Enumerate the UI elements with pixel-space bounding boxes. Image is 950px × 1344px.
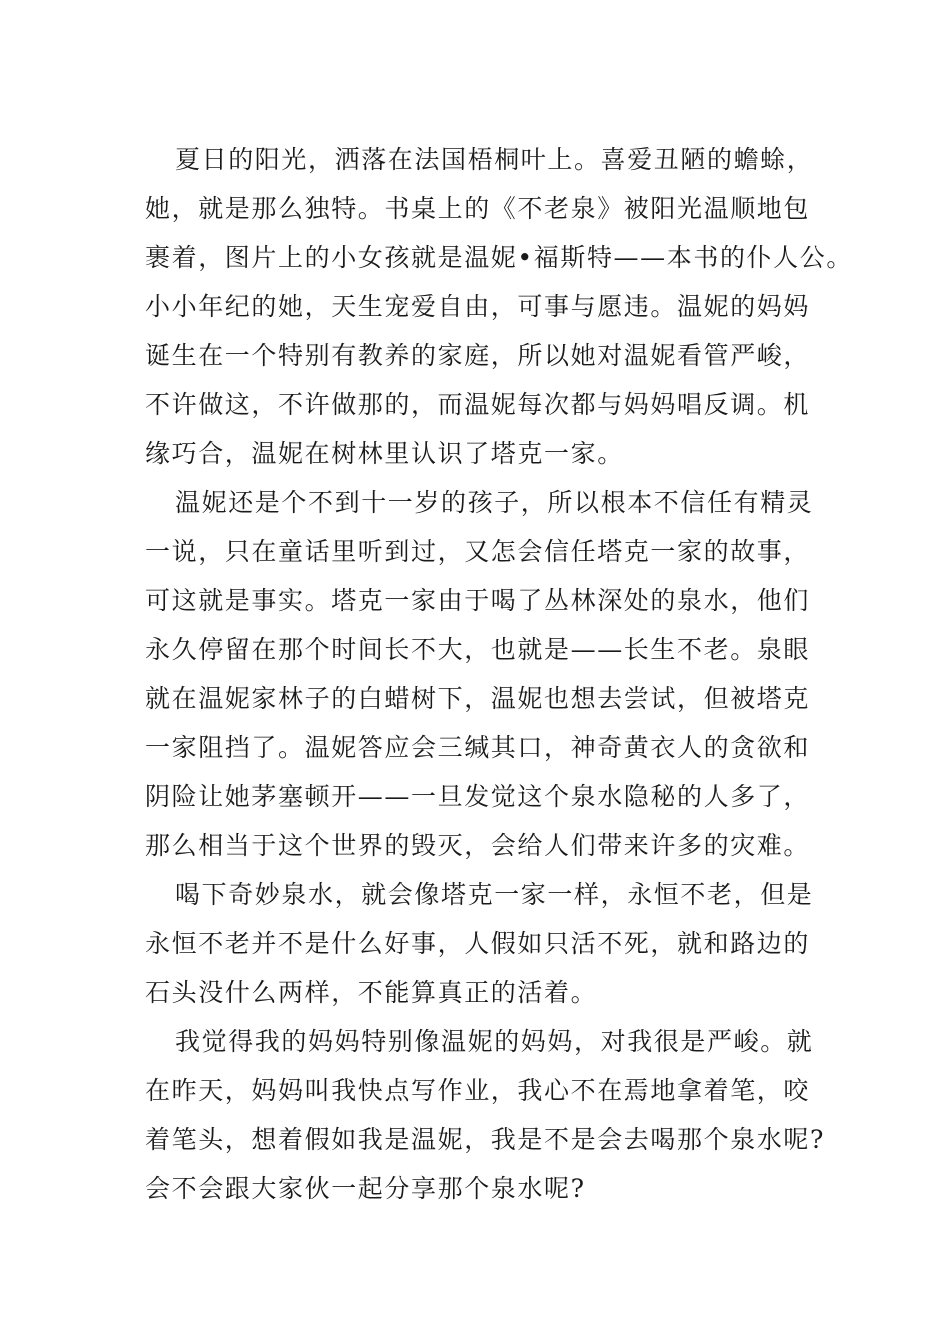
paragraph-line: 可这就是事实。塔克一家由于喝了丛林深处的泉水，他们 (145, 586, 811, 615)
paragraph-line: 她，就是那么独特。书桌上的《不老泉》被阳光温顺地包 (145, 194, 811, 223)
document-body (145, 135, 853, 1213)
paragraph-line: 阴险让她茅塞顿开——一旦发觉这个泉水隐秘的人多了， (145, 782, 811, 811)
paragraph-line: 一说，只在童话里听到过，又怎会信任塔克一家的故事， (145, 537, 811, 566)
paragraph-line: 会不会跟大家伙一起分享那个泉水呢? (145, 1174, 586, 1203)
paragraph-line: 诞生在一个特别有教养的家庭，所以她对温妮看管严峻， (145, 341, 811, 370)
paragraph-line: 在昨天，妈妈叫我快点写作业，我心不在焉地拿着笔，咬 (145, 1076, 811, 1105)
paragraph-line: 永久停留在那个时间长不大，也就是——长生不老。泉眼 (145, 635, 811, 664)
paragraph-line: 喝下奇妙泉水，就会像塔克一家一样，永恒不老，但是 (175, 880, 814, 909)
paragraph-line: 就在温妮家林子的白蜡树下，温妮也想去尝试，但被塔克 (145, 684, 811, 713)
paragraph-4 (145, 1017, 825, 1213)
paragraph-3 (145, 870, 825, 1017)
paragraph-line: 石头没什么两样，不能算真正的活着。 (145, 978, 598, 1007)
paragraph-line: 小小年纪的她，天生宠爱自由，可事与愿违。温妮的妈妈 (145, 292, 811, 321)
paragraph-line: 缘巧合，温妮在树林里认识了塔克一家。 (145, 439, 624, 468)
paragraph-line: 一家阻挡了。温妮答应会三缄其口，神奇黄衣人的贪欲和 (145, 733, 811, 762)
paragraph-2 (145, 478, 825, 870)
paragraph-line: 裹着，图片上的小女孩就是温妮•福斯特——本书的仆人公。 (145, 243, 853, 272)
paragraph-line: 夏日的阳光，洒落在法国梧桐叶上。喜爱丑陋的蟾蜍， (175, 145, 814, 174)
paragraph-line: 不许做这，不许做那的，而温妮每次都与妈妈唱反调。机 (145, 390, 811, 419)
paragraph-line: 永恒不老并不是什么好事，人假如只活不死，就和路边的 (145, 929, 811, 958)
paragraph-line: 着笔头，想着假如我是温妮，我是不是会去喝那个泉水呢? (145, 1125, 826, 1154)
paragraph-line: 我觉得我的妈妈特别像温妮的妈妈，对我很是严峻。就 (175, 1027, 814, 1056)
paragraph-line: 那么相当于这个世界的毁灭，会给人们带来许多的灾难。 (145, 831, 811, 860)
paragraph-1 (145, 135, 853, 478)
paragraph-line: 温妮还是个不到十一岁的孩子，所以根本不信任有精灵 (175, 488, 814, 517)
